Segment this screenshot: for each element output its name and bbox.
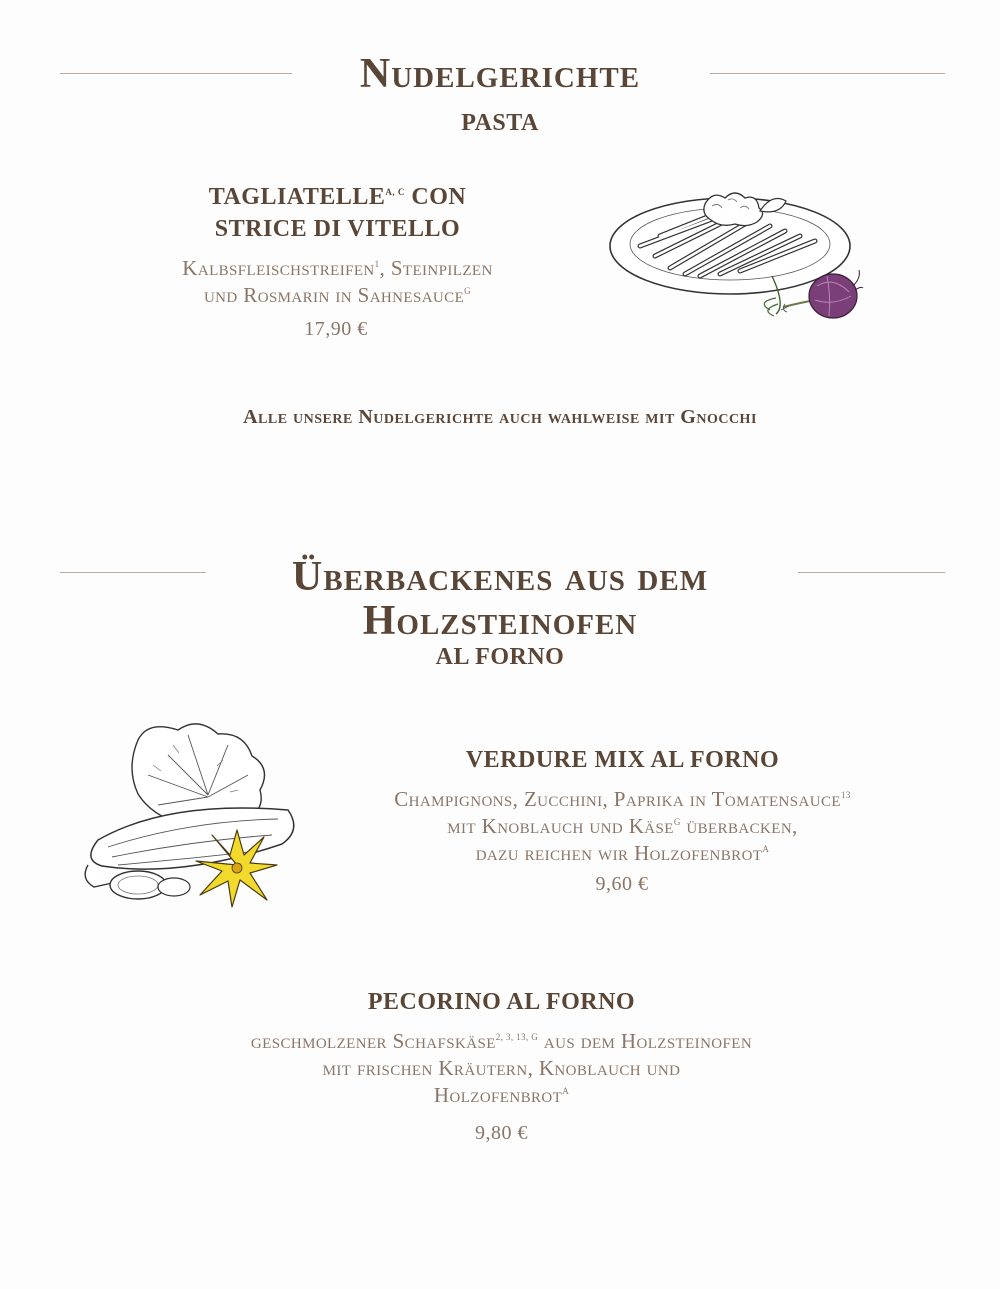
dish-name-tagliatelle	[140, 181, 535, 245]
allergen-code: 13	[840, 790, 851, 800]
dish-description-verdure-mix	[300, 786, 945, 867]
description-text: geschmolzener Schafskäse	[250, 1029, 496, 1053]
price-tagliatelle: 17,90 €	[304, 318, 368, 340]
dish-name-pecorino: PECORINO AL FORNO	[367, 989, 636, 1015]
description-text: aus dem Holzsteinofen	[538, 1029, 753, 1053]
description-text: Holzofenbrot	[433, 1083, 563, 1107]
description-text: und Rosmarin in Sahnesauce	[203, 283, 465, 307]
description-text: Kalbsfleischstreifen	[182, 256, 375, 280]
allergen-code: G	[464, 286, 472, 296]
price-pecorino: 9,80 €	[475, 1122, 528, 1144]
allergen-code: 2, 3, 13, G	[495, 1032, 539, 1042]
section-title-line2: Holzsteinofen	[362, 598, 638, 644]
description-text: Champignons, Zucchini, Paprika in Tomatensauce	[394, 787, 841, 811]
section-subtitle-pasta: PASTA	[461, 110, 539, 136]
price-verdure-mix: 9,60 €	[595, 873, 649, 895]
description-text: , Steinpilzen	[379, 256, 493, 280]
zucchini-flower-icon	[192, 825, 282, 910]
gnocchi-note: Alle unsere Nudelgerichte auch wahlweise mit Gnocchi	[243, 406, 757, 428]
allergen-code: 1	[374, 259, 380, 269]
section-title-line1: Überbackenes aus dem	[291, 554, 709, 600]
dish-description-tagliatelle	[110, 255, 565, 309]
dish-name-part: CON	[404, 184, 467, 210]
dish-name-line2: STRICE DI VITELLO	[214, 216, 461, 242]
section-title-nudelgerichte: Nudelgerichte	[359, 51, 641, 97]
allergen-code: A	[762, 844, 770, 854]
red-onion-icon	[775, 262, 865, 332]
dish-name-part: TAGLIATELLE	[208, 184, 386, 210]
section-subtitle-al-forno: AL FORNO	[435, 644, 565, 670]
allergen-codes: A, C	[385, 187, 405, 197]
description-text: überbacken,	[680, 814, 798, 838]
description-text: dazu reichen wir Holzofenbrot	[475, 841, 763, 865]
allergen-code: G	[673, 817, 681, 827]
dish-name-verdure-mix: VERDURE MIX AL FORNO	[465, 747, 780, 773]
allergen-code: A	[562, 1086, 570, 1096]
dish-description-pecorino	[140, 1028, 863, 1109]
description-text: mit frischen Kräutern, Knoblauch und	[322, 1056, 681, 1080]
description-text: mit Knoblauch und Käse	[447, 814, 674, 838]
section-title-ueberbackenes	[0, 555, 1000, 643]
